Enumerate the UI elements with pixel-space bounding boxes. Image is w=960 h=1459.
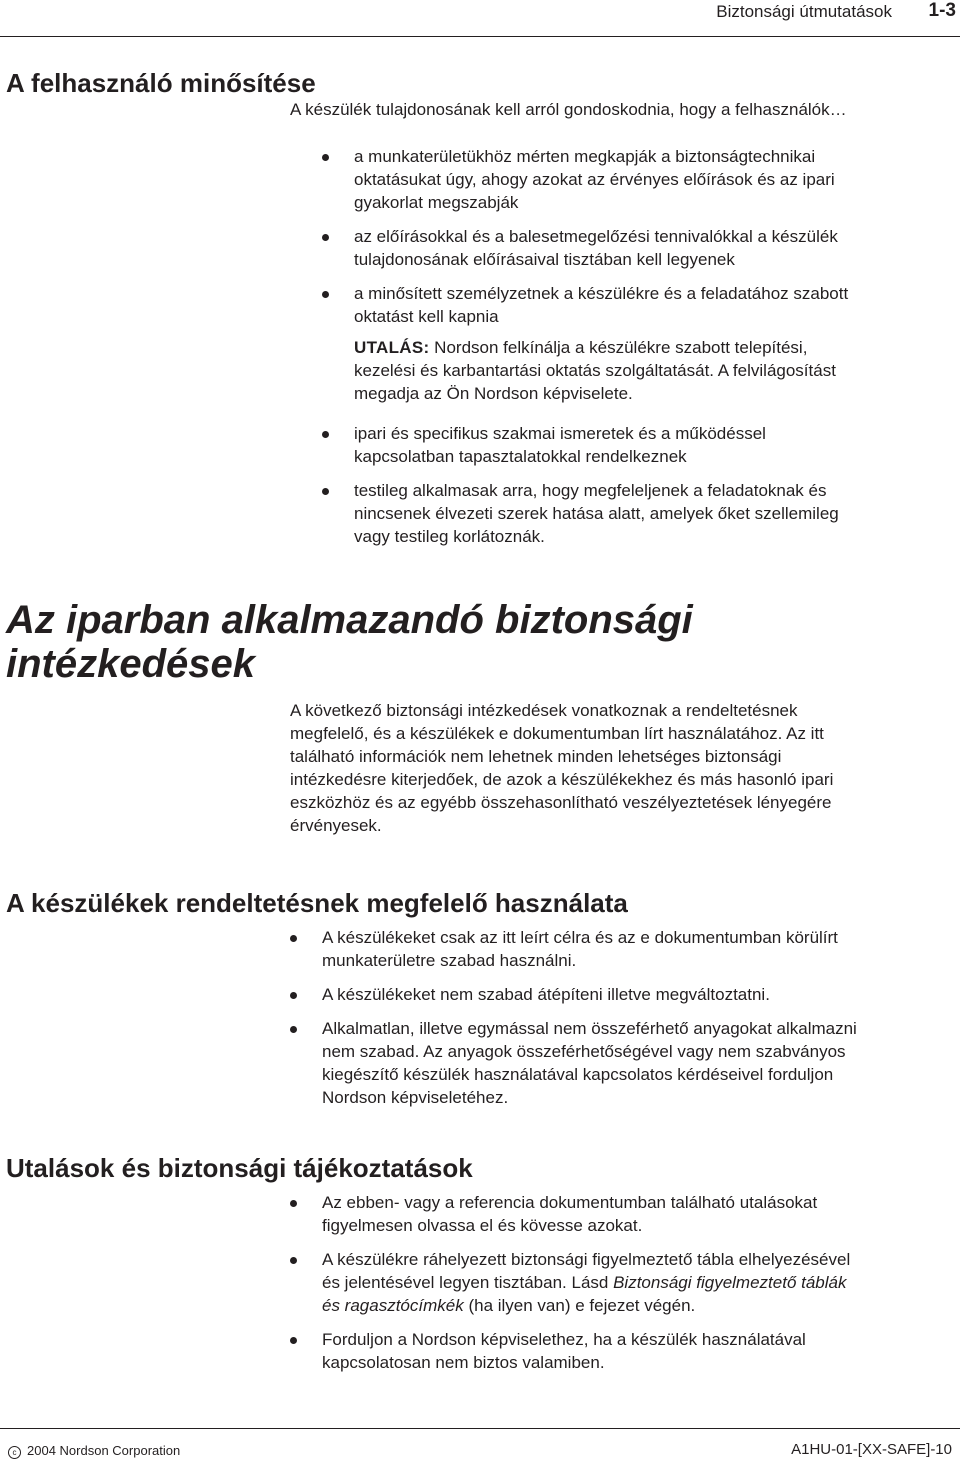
section-heading-safety-notes: Utalások és biztonsági tájékoztatások xyxy=(6,1153,473,1183)
section-heading-industrial-safety: Az iparban alkalmazandó biztonsági intézkedések xyxy=(6,598,693,686)
bullet-icon xyxy=(290,992,297,999)
bullet-list-safety-notes xyxy=(322,1191,850,1374)
bullet-list-a xyxy=(354,145,848,328)
list-item: Forduljon a Nordson képviselethez, ha a készülék használatával kapcsolatosan nem biztos valamiben. xyxy=(322,1328,850,1374)
copyright-icon: c xyxy=(8,1446,21,1459)
page-number: 1-3 xyxy=(928,0,956,21)
list-item: a minősített személyzetnek a készülékre és a feladatához szabott oktatást kell kapnia xyxy=(354,282,848,328)
bullet-list-intended-use xyxy=(322,926,857,1109)
reference-link-text: és ragasztócímkék xyxy=(322,1296,464,1315)
section-paragraph: A következő biztonsági intézkedések vonatkoznak a rendeltetésnek megfelelő, és a készülékek e dokumentumban lírt használatához. Az itt található információk nem lehetnek minden lehetséges biztonsági intézkedésre kiterjedőek, de azok a készülékekhez és más hasonló ipari eszközhöz és az egyébb összehasonlítható veszélyeztetések lényegére érvényesek. xyxy=(290,701,834,835)
list-item: a munkaterületükhöz mérten megkapják a biztonságtechnikai oktatásukat úgy, ahogy azokat az érvényes előírások és az ipari gyakorlat megszabják xyxy=(354,145,848,214)
reference-link-text: Biztonsági figyelmeztető táblák xyxy=(613,1273,847,1292)
bullet-icon xyxy=(322,488,329,495)
list-item: Az ebben- vagy a referencia dokumentumban található utalásokat figyelmesen olvassa el és kövesse azokat. xyxy=(322,1191,850,1237)
list-item: Alkalmatlan, illetve egymással nem összeférhető anyagokat alkalmazni nem szabad. Az anyagok összeférhetőségével vagy nem szabványos kiegészítő készülék használatával kapcsolatos kérdéseivel forduljon Nordson képviseletéhez. xyxy=(322,1017,857,1109)
bullet-icon xyxy=(290,1337,297,1344)
section-heading-intended-use: A készülékek rendeltetésnek megfelelő használata xyxy=(6,888,628,918)
bullet-icon xyxy=(322,234,329,241)
note-label: UTALÁS: xyxy=(354,338,430,357)
note-block: UTALÁS: Nordson felkínálja a készülékre szabott telepítési, kezelési és karbantartási oktatás szolgáltatását. A felvilágosítást megadja az Ön Nordson képviselete. xyxy=(354,338,836,403)
bullet-icon xyxy=(290,1257,297,1264)
header-title: Biztonsági útmutatások xyxy=(716,2,892,21)
bullet-icon xyxy=(322,154,329,161)
footer-rule xyxy=(0,1428,960,1429)
bullet-icon xyxy=(290,1026,297,1033)
section-heading-user-qualification: A felhasználó minősítése xyxy=(6,68,316,98)
footer-doc-id: A1HU-01-[XX-SAFE]-10 xyxy=(791,1441,952,1458)
list-item: A készülékeket nem szabad átépíteni illetve megváltoztatni. xyxy=(322,983,857,1006)
list-item: az előírásokkal és a balesetmegelőzési tennivalókkal a készülék tulajdonosának előírásaival tisztában kell legyenek xyxy=(354,225,848,271)
list-item: A készülékre ráhelyezett biztonsági figyelmeztető tábla elhelyezésével és jelentésével legyen tisztában. Lásd Biztonsági figyelmeztető táblák és ragasztócímkék (ha ilyen van) e fejezet végén. xyxy=(322,1248,850,1317)
section-intro: A készülék tulajdonosának kell arról gondoskodnia, hogy a felhasználók… xyxy=(290,100,847,119)
bullet-icon xyxy=(322,291,329,298)
bullet-icon xyxy=(322,431,329,438)
list-item: testileg alkalmasak arra, hogy megfeleljenek a feladatoknak és nincsenek élvezeti szerek hatása alatt, amelyek őket szellemileg vagy testileg korlátoznák. xyxy=(354,479,839,548)
footer-copyright: c 2004 Nordson Corporation xyxy=(8,1443,180,1459)
bullet-list-b xyxy=(354,422,839,548)
list-item: ipari és specifikus szakmai ismeretek és a működéssel kapcsolatban tapasztalatokkal rendelkeznek xyxy=(354,422,839,468)
page-header xyxy=(0,0,960,37)
bullet-icon xyxy=(290,935,297,942)
list-item: A készülékeket csak az itt leírt célra és az e dokumentumban körülírt munkaterületre szabad használni. xyxy=(322,926,857,972)
bullet-icon xyxy=(290,1200,297,1207)
